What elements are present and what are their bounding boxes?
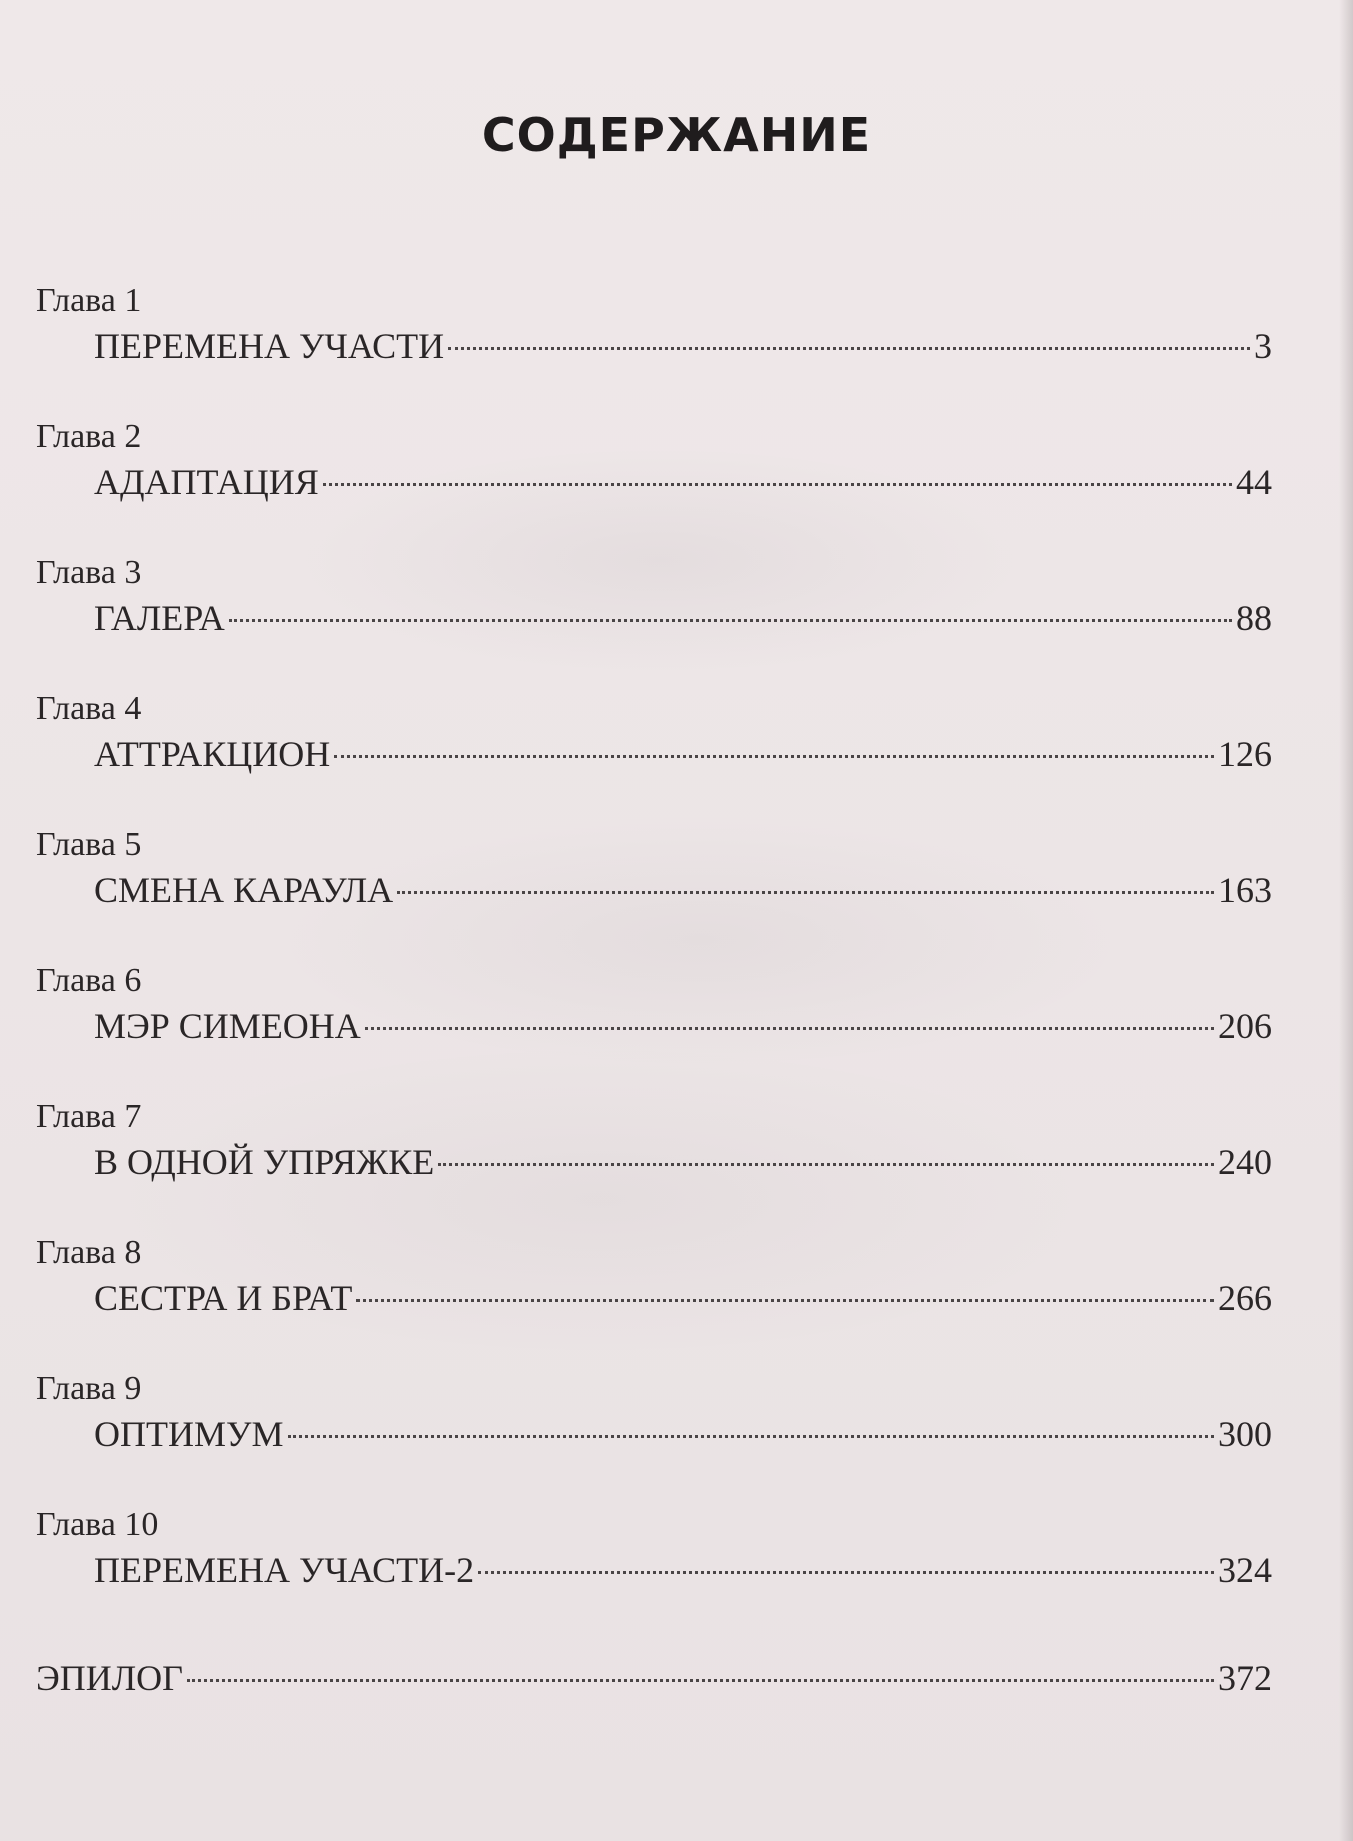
chapter-label: Глава 10 <box>36 1506 159 1543</box>
chapter-label: Глава 4 <box>36 690 142 727</box>
toc-chapter-3 <box>36 552 1272 688</box>
chapter-title: В ОДНОЙ УПРЯЖКЕ <box>94 1142 435 1182</box>
chapter-title: СЕСТРА И БРАТ <box>94 1278 353 1318</box>
toc-chapter-5 <box>36 824 1272 960</box>
toc-entry[interactable] <box>36 1546 1272 1594</box>
dot-leader <box>288 1435 1215 1438</box>
toc-chapter-9 <box>36 1368 1272 1504</box>
toc-entry[interactable] <box>36 1274 1272 1322</box>
chapter-label: Глава 3 <box>36 554 142 591</box>
chapter-label: Глава 8 <box>36 1234 142 1271</box>
dot-leader <box>397 891 1214 894</box>
chapter-title: ГАЛЕРА <box>94 598 225 638</box>
epilogue-title: ЭПИЛОГ <box>36 1658 183 1698</box>
dot-leader <box>323 483 1232 486</box>
page-number: 240 <box>1218 1142 1272 1182</box>
chapter-title: ПЕРЕМЕНА УЧАСТИ-2 <box>94 1550 475 1590</box>
toc-entry[interactable] <box>36 594 1272 642</box>
chapter-title: ПЕРЕМЕНА УЧАСТИ <box>94 326 445 366</box>
toc-chapter-10 <box>36 1504 1272 1640</box>
dot-leader <box>356 1299 1214 1302</box>
page-number: 44 <box>1236 462 1272 502</box>
toc-epilogue[interactable] <box>36 1654 1272 1702</box>
toc-chapter-2 <box>36 416 1272 552</box>
dot-leader <box>478 1571 1214 1574</box>
page-number: 300 <box>1218 1414 1272 1454</box>
chapter-title: ОПТИМУМ <box>94 1414 284 1454</box>
page-number: 266 <box>1218 1278 1272 1318</box>
page-number: 372 <box>1218 1658 1272 1698</box>
toc-entry[interactable] <box>36 730 1272 778</box>
dot-leader <box>448 347 1250 350</box>
toc-chapter-4 <box>36 688 1272 824</box>
page-edge-shadow <box>1339 0 1353 1841</box>
page-number: 206 <box>1218 1006 1272 1046</box>
toc-chapter-8 <box>36 1232 1272 1368</box>
toc-entry[interactable] <box>36 1410 1272 1458</box>
page-number: 88 <box>1236 598 1272 638</box>
chapter-label: Глава 7 <box>36 1098 142 1135</box>
chapter-label: Глава 1 <box>36 282 142 319</box>
toc-chapter-7 <box>36 1096 1272 1232</box>
page-number: 163 <box>1218 870 1272 910</box>
page-title: СОДЕРЖАНИЕ <box>481 108 872 162</box>
chapter-label: Глава 6 <box>36 962 142 999</box>
toc-entry[interactable] <box>36 1138 1272 1186</box>
chapter-label: Глава 2 <box>36 418 142 455</box>
chapter-title: СМЕНА КАРАУЛА <box>94 870 394 910</box>
toc-entry[interactable] <box>36 458 1272 506</box>
chapter-label: Глава 9 <box>36 1370 142 1407</box>
table-of-contents <box>36 280 1272 1702</box>
page-number: 126 <box>1218 734 1272 774</box>
page-number: 324 <box>1218 1550 1272 1590</box>
dot-leader <box>229 619 1232 622</box>
toc-entry[interactable] <box>36 1002 1272 1050</box>
chapter-title: АДАПТАЦИЯ <box>94 462 319 502</box>
page-number: 3 <box>1254 326 1272 366</box>
dot-leader <box>438 1163 1214 1166</box>
chapter-title: АТТРАКЦИОН <box>94 734 331 774</box>
dot-leader <box>187 1679 1214 1682</box>
dot-leader <box>365 1027 1214 1030</box>
dot-leader <box>334 755 1214 758</box>
toc-entry[interactable] <box>36 866 1272 914</box>
chapter-title: МЭР СИМЕОНА <box>94 1006 361 1046</box>
toc-chapter-1 <box>36 280 1272 416</box>
toc-entry[interactable] <box>36 322 1272 370</box>
chapter-label: Глава 5 <box>36 826 142 863</box>
toc-chapter-6 <box>36 960 1272 1096</box>
